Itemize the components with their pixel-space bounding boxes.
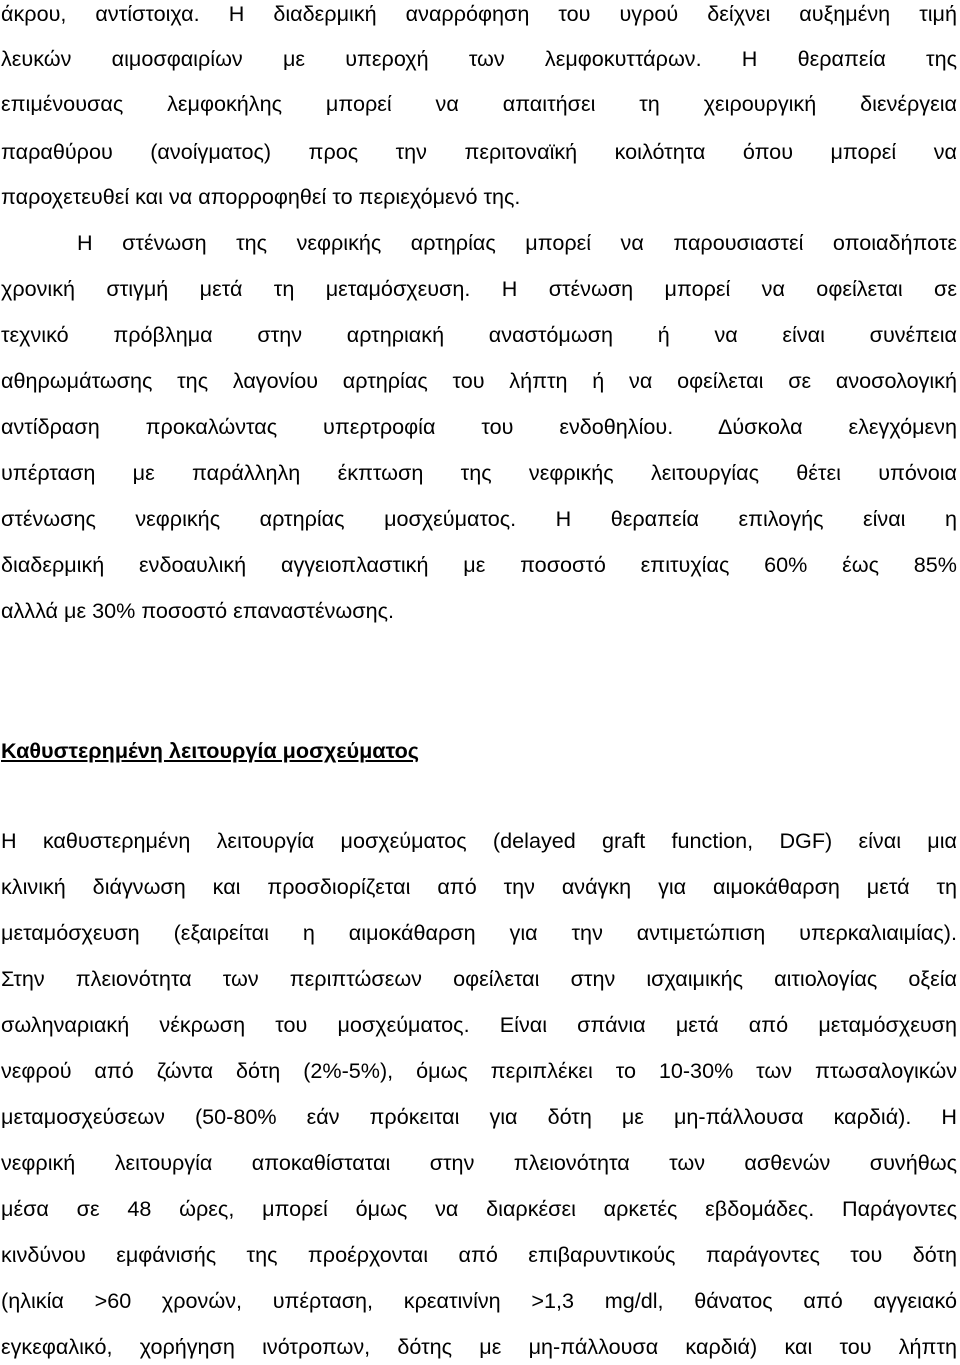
text-line: νεφρική λειτουργία αποκαθίσταται στην πλειονότητα των ασθενών συνήθως [1,1150,957,1175]
text-line: μεταμόσχευση (εξαιρείται η αιμοκάθαρση για την αντιμετώπιση υπερκαλιαιμίας). [1,920,957,945]
text-line: επιμένουσας λεμφοκήλης μπορεί να απαιτήσει τη χειρουργική διενέργεια [1,91,957,116]
text-line: μέσα σε 48 ώρες, μπορεί όμως να διαρκέσει αρκετές εβδομάδες. Παράγοντες [1,1196,957,1221]
text-line: (ηλικία >60 χρονών, υπέρταση, κρεατινίνη >1,3 mg/dl, θάνατος από αγγειακό [1,1288,957,1313]
text-line: Η στένωση της νεφρικής αρτηρίας μπορεί να παρουσιαστεί οποιαδήποτε [77,230,957,255]
text-line: αθηρωμάτωσης της λαγονίου αρτηρίας του λήπτη ή να οφείλεται σε ανοσολογική [1,368,957,393]
text-line: εγκεφαλικό, χορήγηση ινότροπων, δότης με μη-πάλλουσα καρδιά) και του λήπτη [1,1334,957,1359]
text-line: παροχετευθεί και να απορροφηθεί το περιεχόμενό της. [1,184,521,209]
text-line: τεχνικό πρόβλημα στην αρτηριακή αναστόμωση ή να είναι συνέπεια [1,322,957,347]
text-line: σωληναριακή νέκρωση του μοσχεύματος. Είναι σπάνια μετά από μεταμόσχευση [1,1012,957,1037]
text-line: κινδύνου εμφάνισής της προέρχονται από επιβαρυντικούς παράγοντες του δότη [1,1242,957,1267]
text-line: Η καθυστερημένη λειτουργία μοσχεύματος (delayed graft function, DGF) είναι μια [1,828,957,853]
text-line: Στην πλειονότητα των περιπτώσεων οφείλεται στην ισχαιμικής αιτιολογίας οξεία [1,966,957,991]
text-line: νεφρού από ζώντα δότη (2%-5%), όμως περιπλέκει το 10-30% των πτωσαλογικών [1,1058,957,1083]
text-line: αντίδραση προκαλώντας υπερτροφία του ενδοθηλίου. Δύσκολα ελεγχόμενη [1,414,957,439]
text-line: διαδερμική ενδοαυλική αγγειοπλαστική με ποσοστό επιτυχίας 60% έως 85% [1,552,957,577]
text-line: μεταμοσχεύσεων (50-80% εάν πρόκειται για δότη με μη-πάλλουσα καρδιά). Η [1,1104,957,1129]
text-line: στένωσης νεφρικής αρτηρίας μοσχεύματος. Η θεραπεία επιλογής είναι η [1,506,957,531]
text-line: άκρου, αντίστοιχα. Η διαδερμική αναρρόφηση του υγρού δείχνει αυξημένη τιμή [1,1,957,26]
text-line: αλλλά με 30% ποσοστό επαναστένωσης. [1,598,394,623]
section-heading: Καθυστερημένη λειτουργία μοσχεύματος [1,738,420,763]
text-line: χρονική στιγμή μετά τη μεταμόσχευση. Η στένωση μπορεί να οφείλεται σε [1,276,957,301]
text-line: λευκών αιμοσφαιρίων με υπεροχή των λεμφοκυττάρων. Η θεραπεία της [1,46,957,71]
text-line: υπέρταση με παράλληλη έκπτωση της νεφρικής λειτουργίας θέτει υπόνοια [1,460,957,485]
text-line: παραθύρου (ανοίγματος) προς την περιτοναϊκή κοιλότητα όπου μπορεί να [1,139,957,164]
text-line: κλινική διάγνωση και προσδιορίζεται από την ανάγκη για αιμοκάθαρση μετά τη [1,874,957,899]
